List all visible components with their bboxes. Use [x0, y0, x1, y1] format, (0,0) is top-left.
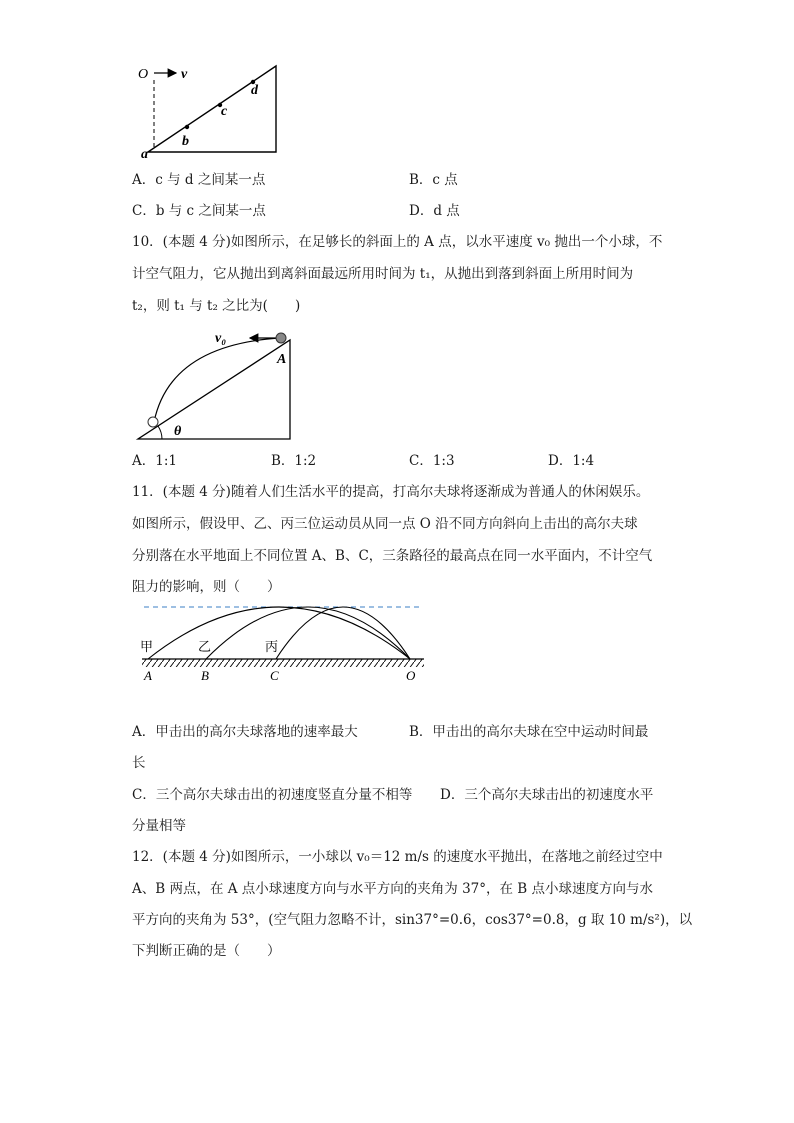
- q11-option-d-cont: 分量相等: [132, 818, 186, 834]
- q10-line-3: t₂，则 t₁ 与 t₂ 之比为( ): [132, 298, 301, 314]
- label-A: A: [277, 352, 287, 367]
- q12-line-4: 下判断正确的是（ ）: [132, 943, 281, 959]
- trajectory-a: [148, 607, 410, 659]
- q12-line-2: A、B 两点，在 A 点小球速度方向与水平方向的夹角为 37°，在 B 点小球速度方向与水: [132, 881, 654, 897]
- ball-trajectory: [154, 338, 280, 422]
- q11-line-2: 如图所示，假设甲、乙、丙三位运动员从同一点 O 沿不同方向斜向上击出的高尔夫球: [132, 516, 638, 532]
- label-c: c: [221, 104, 228, 119]
- figure-q10: [130, 325, 305, 445]
- label-bing: 丙: [265, 640, 279, 655]
- q11-line-1: 11．(本题 4 分)随着人们生活水平的提高，打高尔夫球将逐渐成为普通人的休闲娱乐。: [132, 484, 650, 500]
- angle-arc: [158, 426, 162, 439]
- label-O: O: [138, 67, 149, 82]
- incline-triangle: [148, 66, 276, 152]
- q10-option-d: D．1:4: [548, 453, 595, 469]
- point-b: [185, 125, 189, 129]
- q9-option-b: B．c 点: [409, 172, 458, 188]
- label-O: O: [406, 668, 416, 683]
- label-a: a: [141, 147, 148, 162]
- ground-hatch: [142, 659, 424, 667]
- q11-option-a: A．甲击出的高尔夫球落地的速率最大: [132, 724, 358, 740]
- label-yi: 乙: [198, 640, 212, 655]
- q10-line-1: 10．(本题 4 分)如图所示，在足够长的斜面上的 A 点，以水平速度 v₀ 抛出一个小球，不: [132, 234, 663, 250]
- label-v0: v₀: [215, 331, 227, 346]
- q11-line-3: 分别落在水平地面上不同位置 A、B、C，三条路径的最高点在同一水平面内，不计空气: [132, 548, 653, 564]
- incline-triangle: [138, 340, 290, 439]
- q10-line-2: 计空气阻力，它从抛出到离斜面最远所用时间为 t₁，从抛出到落到斜面上所用时间为: [132, 266, 634, 282]
- label-A: A: [144, 668, 152, 683]
- label-B: B: [201, 668, 209, 683]
- q12-line-1: 12．(本题 4 分)如图所示，一小球以 v₀＝12 m/s 的速度水平抛出，在落地之前经过空中: [132, 849, 663, 865]
- q10-option-b: B．1:2: [271, 453, 317, 469]
- q11-line-4: 阻力的影响，则（ ）: [132, 579, 281, 595]
- q12-line-3: 平方向的夹角为 53°，(空气阻力忽略不计，sin37°=0.6，cos37°=0.8，g 取 10 m/s²)，以: [132, 912, 693, 928]
- q10-option-c: C．1:3: [409, 453, 455, 469]
- q11-option-b-cont: 长: [132, 755, 146, 771]
- label-b: b: [182, 134, 189, 149]
- trajectory-c: [276, 607, 410, 659]
- q9-option-a: A．c 与 d 之间某一点: [132, 172, 266, 188]
- q9-option-c: C．b 与 c 之间某一点: [132, 203, 266, 219]
- label-d: d: [251, 83, 258, 98]
- ball-end: [148, 417, 158, 427]
- q11-option-d: D．三个高尔夫球击出的初速度水平: [440, 787, 654, 803]
- figure-q9: [130, 58, 290, 168]
- q9-option-d: D．d 点: [409, 203, 460, 219]
- q11-option-b: B．甲击出的高尔夫球在空中运动时间最: [409, 724, 649, 740]
- q11-option-c: C．三个高尔夫球击出的初速度竖直分量不相等: [132, 787, 413, 803]
- ball-start: [276, 333, 286, 343]
- trajectory-b: [206, 607, 410, 659]
- figure-q11: [132, 598, 432, 688]
- label-C: C: [270, 668, 279, 683]
- label-jia: 甲: [140, 640, 154, 655]
- q10-option-a: A．1:1: [132, 453, 177, 469]
- label-v: v: [181, 67, 188, 82]
- label-theta: θ: [174, 424, 182, 439]
